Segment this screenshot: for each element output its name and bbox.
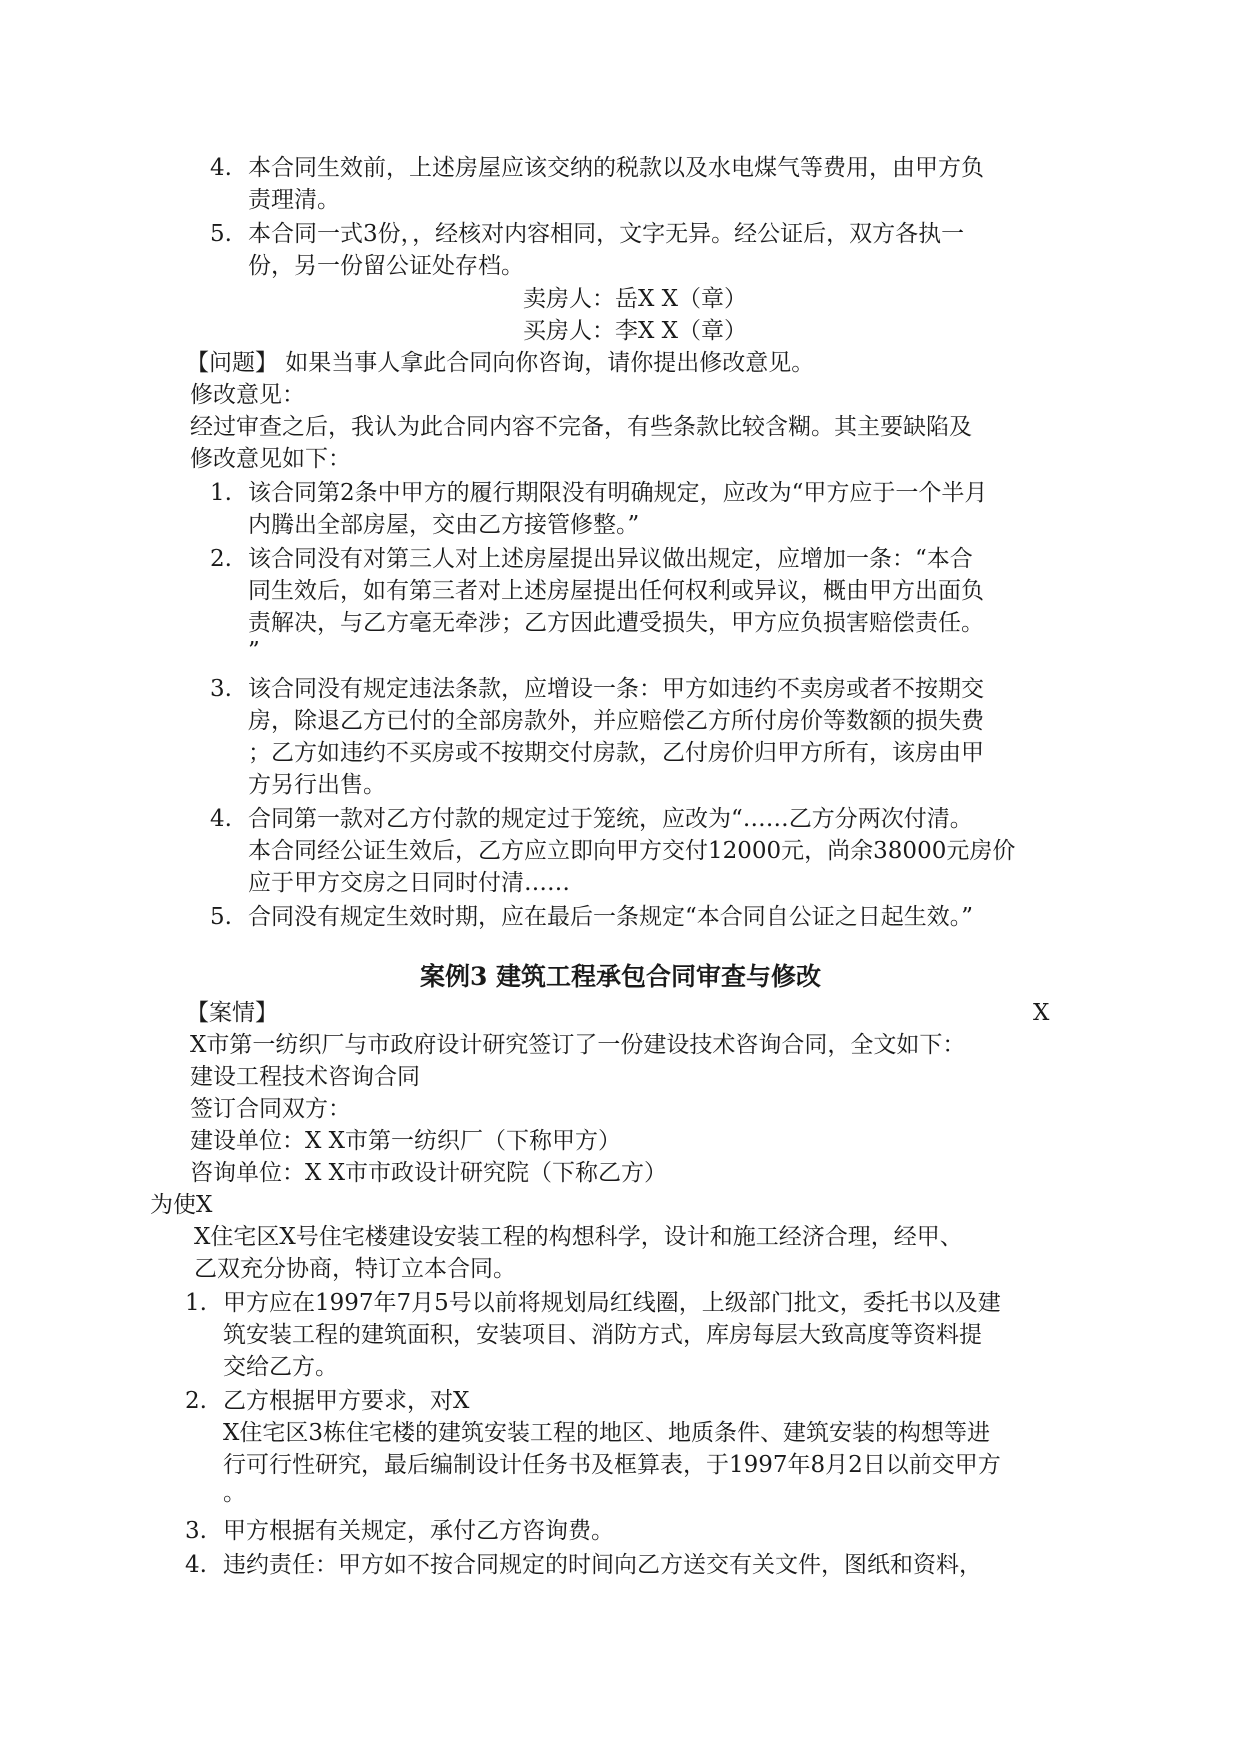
list-item-text: 本合同生效前，上述房屋应该交纳的税款以及水电煤气等费用，由甲方负 <box>248 155 984 181</box>
list-item-text: ” <box>248 638 260 664</box>
list-item-number: 5. <box>210 221 232 247</box>
list-item-number: 1. <box>185 1290 207 1316</box>
party-b: 咨询单位：X X市市政设计研究院（下称乙方） <box>190 1160 668 1186</box>
list-item-number: 2. <box>185 1388 207 1414</box>
question: 【问题】 如果当事人拿此合同向你咨询，请你提出修改意见。 <box>186 350 815 376</box>
list-item-number: 5. <box>210 904 232 930</box>
list-item-text: ；乙方如违约不买房或不按期交付房款，乙付房价归甲方所有，该房由甲 <box>248 740 984 766</box>
list-item-text: 同生效后，如有第三者对上述房屋提出任何权利或异议，概由甲方出面负 <box>248 578 984 604</box>
list-item-number: 3. <box>210 676 232 702</box>
list-item-text: 本合同经公证生效后，乙方应立即向甲方交付12000元，尚余38000元房价 <box>248 838 1016 864</box>
list-item-text: 行可行性研究，最后编制设计任务书及框算表，于1997年8月2日以前交甲方 <box>223 1452 1001 1478</box>
list-item-text: 违约责任：甲方如不按合同规定的时间向乙方送交有关文件，图纸和资料， <box>223 1552 982 1578</box>
list-item-text: 方另行出售。 <box>248 772 386 798</box>
party-a: 建设单位：X X市第一纺织厂（下称甲方） <box>190 1128 622 1154</box>
list-item-text: 。 <box>223 1480 246 1506</box>
case-x: X <box>1033 1000 1050 1026</box>
list-item-text: 交给乙方。 <box>223 1354 338 1380</box>
list-item-number: 4. <box>185 1552 207 1578</box>
buyer-signature: 买房人：李X X（章） <box>523 318 748 344</box>
case-label: 【案情】 <box>186 1000 278 1026</box>
opinion-intro: 经过审查之后，我认为此合同内容不完备，有些条款比较含糊。其主要缺陷及 <box>190 414 972 440</box>
purpose-text: 乙双充分协商，特订立本合同。 <box>194 1256 516 1282</box>
list-item-text: 筑安装工程的建筑面积，安装项目、消防方式，库房每层大致高度等资料提 <box>223 1322 982 1348</box>
opinion-label: 修改意见： <box>190 382 305 408</box>
list-item-text: 责理清。 <box>248 187 340 213</box>
list-item-text: 合同没有规定生效时期，应在最后一条规定“本合同自公证之日起生效。” <box>248 904 974 930</box>
list-item-text: 该合同第2条中甲方的履行期限没有明确规定，应改为“甲方应于一个半月 <box>248 480 988 506</box>
seller-signature: 卖房人：岳X X（章） <box>523 286 748 312</box>
list-item-text: X住宅区3栋住宅楼的建筑安装工程的地区、地质条件、建筑安装的构想等进 <box>223 1420 991 1446</box>
list-item-number: 2. <box>210 546 232 572</box>
list-item-text: 房，除退乙方已付的全部房款外，并应赔偿乙方所付房价等数额的损失费 <box>248 708 984 734</box>
purpose-start: 为使X <box>150 1192 213 1218</box>
contract-title: 建设工程技术咨询合同 <box>190 1064 420 1090</box>
section-title: 案例3 建筑工程承包合同审查与修改 <box>419 962 822 991</box>
list-item-text: 该合同没有对第三人对上述房屋提出异议做出规定，应增加一条：“本合 <box>248 546 973 572</box>
list-item-text: 甲方应在1997年7月5号以前将规划局红线圈，上级部门批文，委托书以及建 <box>223 1290 1001 1316</box>
list-item-text: 乙方根据甲方要求，对X <box>223 1388 470 1414</box>
list-item-text: 本合同一式3份，，经核对内容相同，文字无异。经公证后，双方各执一 <box>248 221 965 247</box>
list-item-text: 应于甲方交房之日同时付清…… <box>248 870 570 896</box>
list-item-text: 甲方根据有关规定，承付乙方咨询费。 <box>223 1518 614 1544</box>
list-item-number: 4. <box>210 155 232 181</box>
list-item-text: 合同第一款对乙方付款的规定过于笼统，应改为“……乙方分两次付清。 <box>248 806 973 832</box>
list-item-number: 3. <box>185 1518 207 1544</box>
list-item-number: 1. <box>210 480 232 506</box>
case-intro: X市第一纺织厂与市政府设计研究签订了一份建设技术咨询合同，全文如下： <box>190 1032 966 1058</box>
purpose-text: X住宅区X号住宅楼建设安装工程的构想科学，设计和施工经济合理，经甲、 <box>194 1224 963 1250</box>
opinion-intro: 修改意见如下： <box>190 446 351 472</box>
parties-label: 签订合同双方： <box>190 1096 351 1122</box>
list-item-text: 内腾出全部房屋，交由乙方接管修整。” <box>248 512 640 538</box>
list-item-number: 4. <box>210 806 232 832</box>
list-item-text: 该合同没有规定违法条款，应增设一条：甲方如违约不卖房或者不按期交 <box>248 676 984 702</box>
list-item-text: 份，另一份留公证处存档。 <box>248 253 524 279</box>
list-item-text: 责解决，与乙方毫无牵涉；乙方因此遭受损失，甲方应负损害赔偿责任。 <box>248 610 984 636</box>
